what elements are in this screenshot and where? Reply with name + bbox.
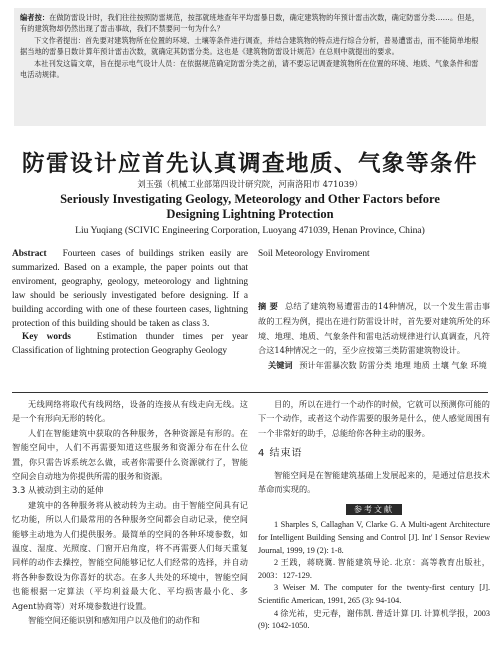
chinese-abstract-label: 摘 要 <box>258 300 279 311</box>
editor-note-box <box>14 8 486 126</box>
chinese-abstract-text: 总结了建筑物易遭雷击的14种情况，以一个发生雷击事故的工程为例，提出在进行防雷设计时，首先要对建筑所处的环境、地理、地质、气象条件和雷电活动规律进行认真调查，凡符合这14种情况之一的，至少应按第三类防雷建筑物设计。 <box>258 300 491 356</box>
reference-item: 3 Weiser M. The computer for the twenty-first century [J]. Scientific American, 1991, 265 (3): 94-104. <box>258 583 490 605</box>
abstract-text: Fourteen cases of buildings striken easily are summarized. Based on a example, the paper points out that enviroment, geography, geology, meteorology and lightning law should be seriously investigated before designing. If a building according with one of these fourteen cases, lightning protection of this building should be taken as class 3. <box>12 249 248 329</box>
body-left-column <box>12 397 248 628</box>
editor-note-paragraph-3: 本社刊发这篇文章，旨在提示电气设计人员：在依据规范确定防雷分类之前，请不要忘记调查建筑物所在位置的环境、地质、气象条件和雷电活动规律。 <box>20 58 479 80</box>
body-paragraph: 建筑中的各种服务将从被动转为主动。由于智能空间具有记忆功能，所以人们最常用的各种服务空间都会自动记录，使空间能够主动地为人们提供服务。最简单的空间的各种环境参数，如温度、湿度、光照度、门窗开启角度，将不再需要人们每天重复同样的动作去操控，智能空间能够记忆人们经常的选择，并自动将各种参数设为你喜好的状态。在多人共处的环境中，智能空间也能根据一定算法（平均利益最大化、平均损害最小化、多Agent协商等）对环境参数进行设置。 <box>12 499 248 611</box>
body-right-column <box>258 397 490 633</box>
section-heading: 4 结束语 <box>258 448 303 460</box>
chinese-keywords-text: 预计年雷暴次数 防雷分类 地理 地质 土壤 气象 环境 <box>299 360 487 371</box>
body-paragraph: 目的，所以在进行一个动作的时候，它就可以预测你可能的下一个动作，或者这个动作需要的服务是什么，使人感觉周围有一个非常好的助手，总能给你各种主动的服务。 <box>258 399 490 438</box>
right-abstract-column <box>258 248 490 373</box>
reference-item: 4 徐光祐，史元春，谢伟凯. 普适计算 [J]. 计算机学报，2003 (9): 1042-1050. <box>258 608 490 631</box>
editor-note-lead: 编者按：在做防雷设计时，我们往往按照防雷规范，按部就班地查年平均雷暴日数，确定建筑物的年预计雷击次数，确定防雷分类……。但是，有的建筑物却仍然出现了雷击事故，我们不禁要问一句为什么？ <box>20 13 480 34</box>
subsection-heading: 3.3 从被动到主动的延伸 <box>12 485 104 496</box>
reference-item: 1 Sharples S, Callaghan V, Clarke G. A Multi-agent Architecture for Intelligent Building Sensing and Control [J]. Int' l Sensor Review Journal, 1999, 19 (2): 1-8. <box>258 520 490 555</box>
body-paragraph: 人们在智能建筑中获取的各种服务，各种资源是有形的。在智能空间中，人们不再需要知道这些服务和资源分布在什么位置，你只需告诉系统怎么做，或者你需要什么资源就行了，智能空间会自动地为你提供所需的服务和资源。 <box>12 427 248 482</box>
reference-item: 2 王践，蒋晓冀. 智能建筑导论. 北京：高等教育出版社，2003：127-129. <box>258 558 490 580</box>
section-divider <box>12 392 488 393</box>
keywords-label: Key words <box>22 332 71 343</box>
chinese-keywords-label: 关键词 <box>268 360 293 371</box>
english-author-line: Liu Yuqiang (SCIVIC Engineering Corporation, Luoyang 471039, Henan Province, China) <box>75 225 425 236</box>
references-list <box>258 519 490 632</box>
body-paragraph: 智能空间是在智能建筑基础上发展起来的，是通过信息技术革命而实现的。 <box>258 469 490 495</box>
chinese-author-line: 刘玉强（机械工业部第四设计研究院，河南洛阳市 471039） <box>137 179 363 189</box>
body-paragraph: 无线网络将取代有线网络，设备的连接从有线走向无线。这是一个有形向无形的转化。 <box>12 399 248 424</box>
references-heading: 参考文献 <box>346 504 402 515</box>
chinese-keywords <box>258 358 490 373</box>
english-title: Seriously Investigating Geology, Meteorology and Other Factors before Designing Lightning Protection <box>60 192 440 221</box>
body-paragraph: 智能空间还能识别和感知用户以及他们的动作和 <box>28 615 200 626</box>
english-abstract <box>12 248 248 359</box>
editor-note-paragraph-2: 下文作者提出：首先要对建筑物所在位置的环境、土壤等条件进行调查，并结合建筑物的特点进行综合分析，普易遭雷击，而不能简单地根据当地的雷暴日数计算年预计雷击次数，就确定其防雷分类。这也是《建筑物防雷设计规范》在总则中就提出的要求。 <box>20 35 479 57</box>
chinese-abstract <box>258 299 490 358</box>
abstract-label: Abstract <box>12 249 47 259</box>
article-title: 防雷设计应首先认真调查地质、气象等条件 <box>21 151 478 177</box>
keywords-text: Estimation thunder times per year Classification of lightning protection Geography Geology <box>12 332 248 357</box>
keywords-continuation: Soil Meteorology Enviroment <box>258 249 370 259</box>
